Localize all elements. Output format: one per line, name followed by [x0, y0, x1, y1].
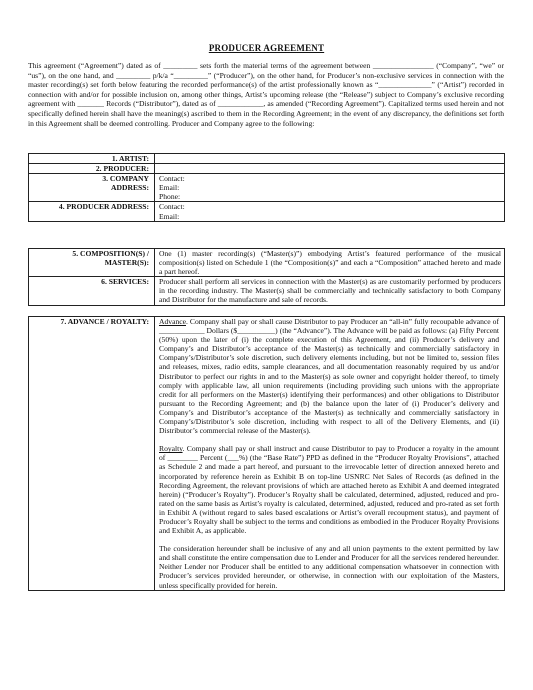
producer-email-label: Email: — [159, 211, 180, 221]
composition-label-line2: MASTER(S): — [104, 258, 149, 268]
composition-label — [29, 249, 155, 277]
table-row — [29, 164, 505, 174]
producer-address-field[interactable] — [155, 202, 505, 221]
company-address-field[interactable] — [155, 174, 505, 202]
royalty-text: . Company shall pay or shall instruct and cause Distributor to pay to Producer a royalty in the amount of ________ Percent (___%) (the “Base Rate”) PPD as defined in the “Producer Royalty Provisions”, attached as Schedule 2 and made a part hereof, and pursuant to the irrevocable letter of direction annexed hereto and incorporated by reference herein as Exhibit B on top-line USNRC Net Sales of Records (as defined in the Recording Agreement, the relevant provisions of which are attached hereto as Exhibit A and deemed integrated herein) (“Producer’s Royalty”). Producer’s Royalty shall be calculated, determined, adjusted, reduced and pro-rated on the same basis as Artist’s royalty is calculated, determined, adjusted, reduced and pro-rated as set forth in Exhibit A (without regard to sales based escalations or Artist’s overall recoupment status), and payment of Producer’s Royalty shall be subject to the terms and conditions as embodied in the Producer Royalty Provisions and Exhibit A, as applicable. — [159, 444, 499, 536]
producer-field[interactable] — [155, 164, 505, 174]
advance-heading: Advance — [159, 317, 186, 326]
producer-contact-label: Contact: — [159, 202, 185, 212]
services-label: 6. SERVICES: — [29, 277, 155, 305]
composition-services-table — [28, 248, 505, 306]
consideration-paragraph: The consideration hereunder shall be inclusive of any and all union payments to the extent permitted by law and shall constitute the entire compensation due to Lender and Producer for all the services rendered hereunder. Neither Lender nor Producer shall be entitled to any additional compensation whatsoever in connection with Producer’s services provided hereunder, or otherwise, in connection with our exploitation of the Masters, unless specifically provided for herein. — [159, 544, 499, 590]
royalty-paragraph — [159, 444, 499, 535]
company-email-label: Email: — [159, 183, 180, 193]
company-address-label-line1: 3. COMPANY — [102, 174, 149, 184]
producer-address-label-text: 4. PRODUCER ADDRESS: — [58, 202, 149, 212]
company-contact-label: Contact: — [159, 174, 185, 184]
company-address-label-line2: ADDRESS: — [111, 183, 149, 193]
composition-text: One (1) master recording(s) (“Master(s)”) embodying Artist’s featured performance of the musical composition(s) listed on Schedule 1 (the “Composition(s)” and each a “Composition” attached hereto and made a part hereof. — [155, 249, 505, 277]
company-address-label — [29, 174, 155, 202]
producer-label: 2. PRODUCER: — [29, 164, 155, 174]
services-text: Producer shall perform all services in connection with the Master(s) as are customarily performed by producers in the recording industry. The Master(s) shall be commercially and technically satisfactory to both Company and Distributor for the manufacture and sale of records. — [155, 277, 505, 305]
advance-text: . Company shall pay or shall cause Distributor to pay Producer an “all-in” fully recoupable advance of ____________ Dollars ($__________) (the “Advance”). The Advance will be paid as follows: (a) Fifty Percent (50%) upon the later of (i) the complete execution of this Agreement, and (ii) Producer’s delivery and Company’s and Distributor’s acceptance of the Master(s) as technically and commercially satisfactory in Company’s/Distributor’s sole discretion, such delivery elements including, but not be limited to, session files and releases, mixes, radio edits, sample clearances, and all documentation reasonably required by us and/or Distributor to perfect our rights in and to the Master(s) as sole owner and copyright holder thereof, to timely comply with applicable law, all union requirements (including providing such unions with the appropriate credit for all performers on the Master(s) identifying their performances) and other obligations to Distributor pursuant to the Recording Agreement; and (b) the balance upon the later of (i) Producer’s delivery and Company’s and Distributor’s acceptance of the Master(s) as technically and commercially satisfactory in Company’s/Distributor’s sole discretion, including with respect to all of the Delivery Elements, and (ii) Distributor’s commercial release of the Master(s). — [159, 317, 499, 436]
artist-label: 1. ARTIST: — [29, 154, 155, 164]
table-row — [29, 202, 505, 221]
table-row — [29, 317, 505, 591]
table-row — [29, 174, 505, 202]
company-phone-label: Phone: — [159, 192, 181, 202]
artist-field[interactable] — [155, 154, 505, 164]
advance-royalty-table — [28, 316, 505, 591]
table-row — [29, 154, 505, 164]
table-row — [29, 249, 505, 277]
parties-table — [28, 153, 505, 222]
intro-text: This agreement (“Agreement”) dated as of _________ sets forth the material terms of the agreement between ________________ (“Company”, “we” or “us”), on the one hand, and _________ p/k/a “_________” (“Producer”), on the other hand, for Producer’s non-exclusive services in connection with the master recording(s) set forth below featuring the recorded performance(s) of the artist professionally known as “______________” (“Artist”) recorded in connection with and/or for possible inclusion on, among other things, Artist’s upcoming release (the “Release”) subject to Company’s exclusive recording agreement with _______ Records (“Distributor”), dated as of ____________, as amended (“Recording Agreement”). Capitalized terms used herein and not specifically defined herein shall have the meaning(s) ascribed to them in the Recording Agreement; in the event of any discrepancy, the definitions set forth in this Agreement shall be deemed controlling. Producer and Company agree to the following: — [28, 61, 504, 128]
royalty-heading: Royalty — [159, 444, 183, 454]
advance-paragraph — [159, 317, 499, 435]
table-row — [29, 277, 505, 305]
document-title: PRODUCER AGREEMENT — [208, 43, 325, 53]
composition-label-line1: 5. COMPOSITION(S) / — [72, 249, 149, 258]
producer-address-label — [29, 202, 155, 221]
intro-paragraph — [28, 61, 504, 128]
advance-royalty-content — [155, 317, 505, 591]
advance-royalty-label: 7. ADVANCE / ROYALTY: — [29, 317, 155, 591]
